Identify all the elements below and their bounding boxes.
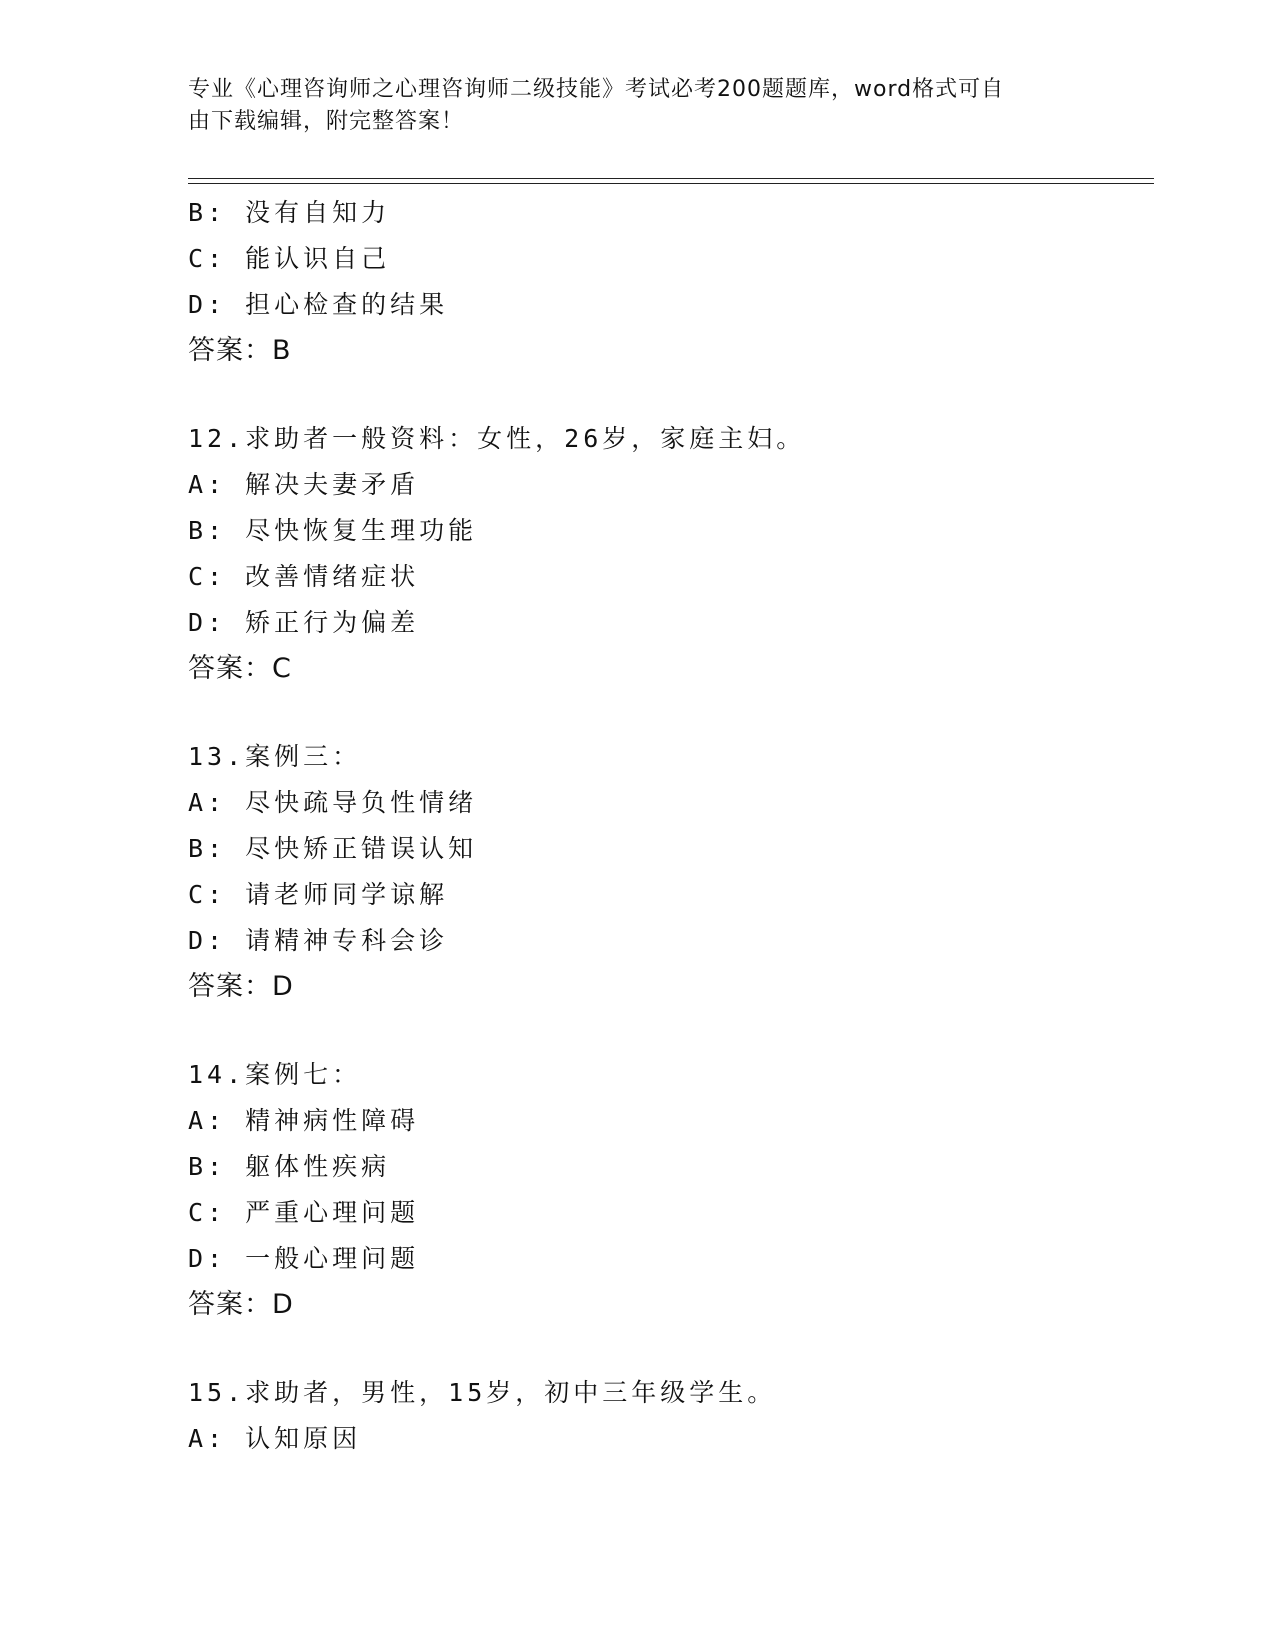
header-line-1: 专业《心理咨询师之心理咨询师二级技能》考试必考200题题库，word格式可自 xyxy=(188,77,1005,102)
spacer xyxy=(188,374,1148,416)
answer-line: 答案：B xyxy=(188,335,292,366)
option-d: D: 请精神专科会诊 xyxy=(188,926,449,955)
answer-line: 答案：C xyxy=(188,653,292,684)
question-title: 12.求助者一般资料：女性，26岁，家庭主妇。 xyxy=(188,424,806,453)
option-d: D: 担心检查的结果 xyxy=(188,290,449,319)
spacer xyxy=(188,1010,1148,1052)
option-c: C: 能认识自己 xyxy=(188,244,391,273)
question-title: 14.案例七： xyxy=(188,1060,362,1089)
option-a: A: 精神病性障碍 xyxy=(188,1106,420,1135)
question-title: 15.求助者，男性，15岁，初中三年级学生。 xyxy=(188,1378,777,1407)
option-c: C: 改善情绪症状 xyxy=(188,562,420,591)
option-b: B: 没有自知力 xyxy=(188,198,391,227)
answer-line: 答案：D xyxy=(188,1289,294,1320)
option-b: B: 躯体性疾病 xyxy=(188,1152,391,1181)
option-b: B: 尽快恢复生理功能 xyxy=(188,516,478,545)
answer-line: 答案：D xyxy=(188,971,294,1002)
question-block-11 xyxy=(188,190,1148,374)
spacer xyxy=(188,692,1148,734)
header-line-2: 由下载编辑，附完整答案！ xyxy=(188,109,465,134)
document-header xyxy=(188,74,1088,138)
option-a: A: 认知原因 xyxy=(188,1424,362,1453)
header-divider-bottom xyxy=(188,183,1154,184)
option-c: C: 严重心理问题 xyxy=(188,1198,420,1227)
question-list xyxy=(188,190,1148,1462)
option-b: B: 尽快矫正错误认知 xyxy=(188,834,478,863)
question-block-12 xyxy=(188,416,1148,692)
option-d: D: 一般心理问题 xyxy=(188,1244,420,1273)
spacer xyxy=(188,1328,1148,1370)
header-divider-top xyxy=(188,178,1154,179)
question-block-15 xyxy=(188,1370,1148,1462)
option-a: A: 解决夫妻矛盾 xyxy=(188,470,420,499)
option-a: A: 尽快疏导负性情绪 xyxy=(188,788,478,817)
question-title: 13.案例三： xyxy=(188,742,362,771)
question-block-13 xyxy=(188,734,1148,1010)
option-c: C: 请老师同学谅解 xyxy=(188,880,449,909)
question-block-14 xyxy=(188,1052,1148,1328)
option-d: D: 矫正行为偏差 xyxy=(188,608,420,637)
